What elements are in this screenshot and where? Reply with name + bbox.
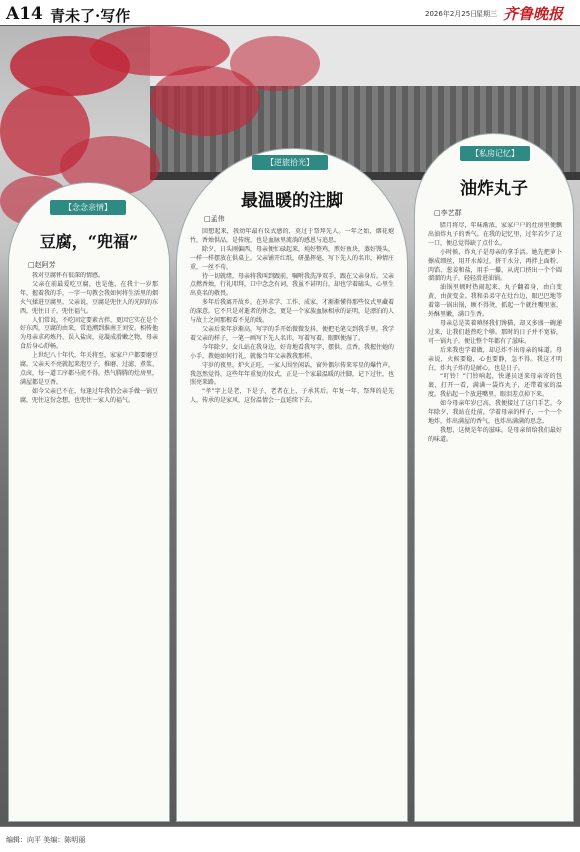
paragraph: 回想起来，我幼年最有仪式感的，莫过于祭拜先人。一年之始，烟花炮竹，香烛供品，是传统，也是血脉里流淌的感恩与追思。 <box>190 228 394 244</box>
article-byline-middle: □孟伟 <box>204 215 225 223</box>
editor-credits: 编辑：向平 美编：陈明丽 <box>6 836 86 844</box>
paragraph: 我对豆腐怀有很深的情感。 <box>32 272 105 279</box>
article-byline-left: □赵阿芳 <box>28 261 56 269</box>
column-tag-middle: 【逆旅拾光】 <box>252 155 328 170</box>
paragraph: 父亲在前最爱吃豆腐，也是他，在我十一岁那年，握着我的手，一字一句教会我如何将生活里的烟火气揉进豆腐里。父亲说，豆腐是兜住人的光阴的东西，兜住日子，兜住福气。 <box>20 280 158 315</box>
paragraph: 母亲总是笑着嗔怪我们馋猫，却又多盛一碗递过来，让我们趁热吃个够。那时的日子并不宽裕，可一锅丸子，便让整个年都有了滋味。 <box>428 319 562 345</box>
issue-date: 2026年2月25日 <box>425 10 478 18</box>
paragraph: 除夕，日头刚偏西，母亲便忙碌起来，炖好整鸡，煎好鱼块，蒸好馒头，一样一样摆放在供桌上。父亲铺开红纸，研墨挥毫，写下先人的名讳，神情庄重，一丝不苟。 <box>190 245 394 271</box>
paragraph: 如今母亲年岁已高，我便接过了这门手艺。今年除夕，我站在灶前，学着母亲的样子，一个一个地炸，炸出满屋的香气，也炸出满满的思念。 <box>428 400 562 425</box>
page-footer <box>0 826 580 852</box>
paragraph: 父亲后来年岁渐高，写字的手开始微微发抖，便把毛笔交到我手里。我学着父亲的样子，一笔一画写下先人名讳，写着写着，眼眶便湿了。 <box>190 325 394 342</box>
column-tag-right: 【私房记忆】 <box>460 146 530 161</box>
column-tag-left: 【念念亲情】 <box>50 200 126 215</box>
issue-weekday: 星期三 <box>476 10 497 18</box>
paragraph: 腊月将尽，年味渐浓，家家户户的灶房里便飘出油炸丸子的香气。在我的记忆里，过年若少了这一口，便总觉得缺了点什么。 <box>428 222 562 247</box>
article-body-middle <box>190 228 394 820</box>
paragraph: 小时候，炸丸子是母亲的拿手活。她先把萝卜擦成细丝，用开水焯过，挤干水分，再拌上面粉、肉馅、葱姜和盐，用手一攥，从虎口挤出一个个圆溜溜的丸子，轻轻滑进油锅。 <box>428 248 562 283</box>
article-title-left: 豆腐，“兜福” <box>39 232 139 251</box>
article-body-left <box>20 272 158 818</box>
paragraph: 我想，这便是年的滋味，是母亲留给我们最好的味道。 <box>428 426 562 443</box>
paragraph: 如今父亲已不在，每逢过年我仍会亲手做一锅豆腐，兜住这份念想，也兜住一家人的福气。 <box>20 387 158 404</box>
section-title: 青未了·写作 <box>50 7 131 25</box>
page-number: A14 <box>6 4 43 24</box>
page-header <box>0 0 580 26</box>
paragraph: 守岁的夜里，炉火正旺，一家人围坐闲话，窗外偶尔传来零星的爆竹声。我忽然觉得，这些年年重复的仪式，正是一个家最温暖的注脚，记下过往，也照亮来路。 <box>190 361 394 387</box>
article-byline-right: □李艺群 <box>434 209 462 217</box>
article-title-middle: 最温暖的注脚 <box>241 191 343 211</box>
paragraph: 多年后我离开故乡，在外求学、工作、成家，才渐渐懂得那些仪式里藏着的深意。它不只是对逝者的怀念，更是一个家族血脉相承的证明，是漂泊的人与故土之间那根看不见的线。 <box>190 299 394 325</box>
paragraph: 待一切就绪，母亲将我叫到跟前，嘱咐我洗净双手，跟在父亲身后。父亲点燃香烛，行礼叩拜，口中念念有词，我虽不甚明白，却也学着磕头，心里生出莫名的敬畏。 <box>190 272 394 298</box>
newspaper-logo: 齐鲁晚报 <box>503 5 564 23</box>
article-body-right <box>428 222 562 820</box>
paragraph: 今年除夕，女儿站在我身边，好奇地看我写字、摆供、点香。我握住她的小手，教她如何行礼，就像当年父亲教我那样。 <box>190 343 394 360</box>
paragraph: 后来我也学着做，却总炸不出母亲的味道。母亲说，火候要稳，心也要静，急不得。我这才明白，炸丸子炸的是耐心，也是日子。 <box>428 346 562 372</box>
paragraph: 人们常说，不吃固定要素古拌，更因它实在是个好东西，豆腐的由来，常追溯到淮南王刘安。相传他为母亲求药炼丹，误入盐卤，竟凝成滑嫩之物，母亲食后身心舒畅。 <box>20 316 158 351</box>
paragraph: “孝”字上是老，下是子，老者在上，子承其后。年复一年，祭拜的是先人，传承的是家风，这份温情会一直延续下去。 <box>190 388 394 405</box>
paragraph: 上世纪八十年代，年关将至，家家户户都要磨豆腐。父亲天不亮就起来泡豆子，推磨、过滤、煮浆、点卤，每一道工序都马虎不得。热气腾腾的灶房里，满屋都是豆香。 <box>20 352 158 386</box>
paragraph: “叮铃！”门铃响起，快递员送来母亲寄的包裹，打开一看，满满一袋炸丸子，还带着家的温度。我拈起一个放进嘴里，眼泪差点掉下来。 <box>428 373 562 399</box>
article-title-right: 油炸丸子 <box>460 179 528 199</box>
paragraph: 油锅里顿时热闹起来，丸子翻着身，由白变黄，由黄变金。我和弟弟守在灶台边，眼巴巴地等着第一锅出锅，顾不得烫，抓起一个就往嘴里塞，外酥里嫩，满口生香。 <box>428 284 562 319</box>
